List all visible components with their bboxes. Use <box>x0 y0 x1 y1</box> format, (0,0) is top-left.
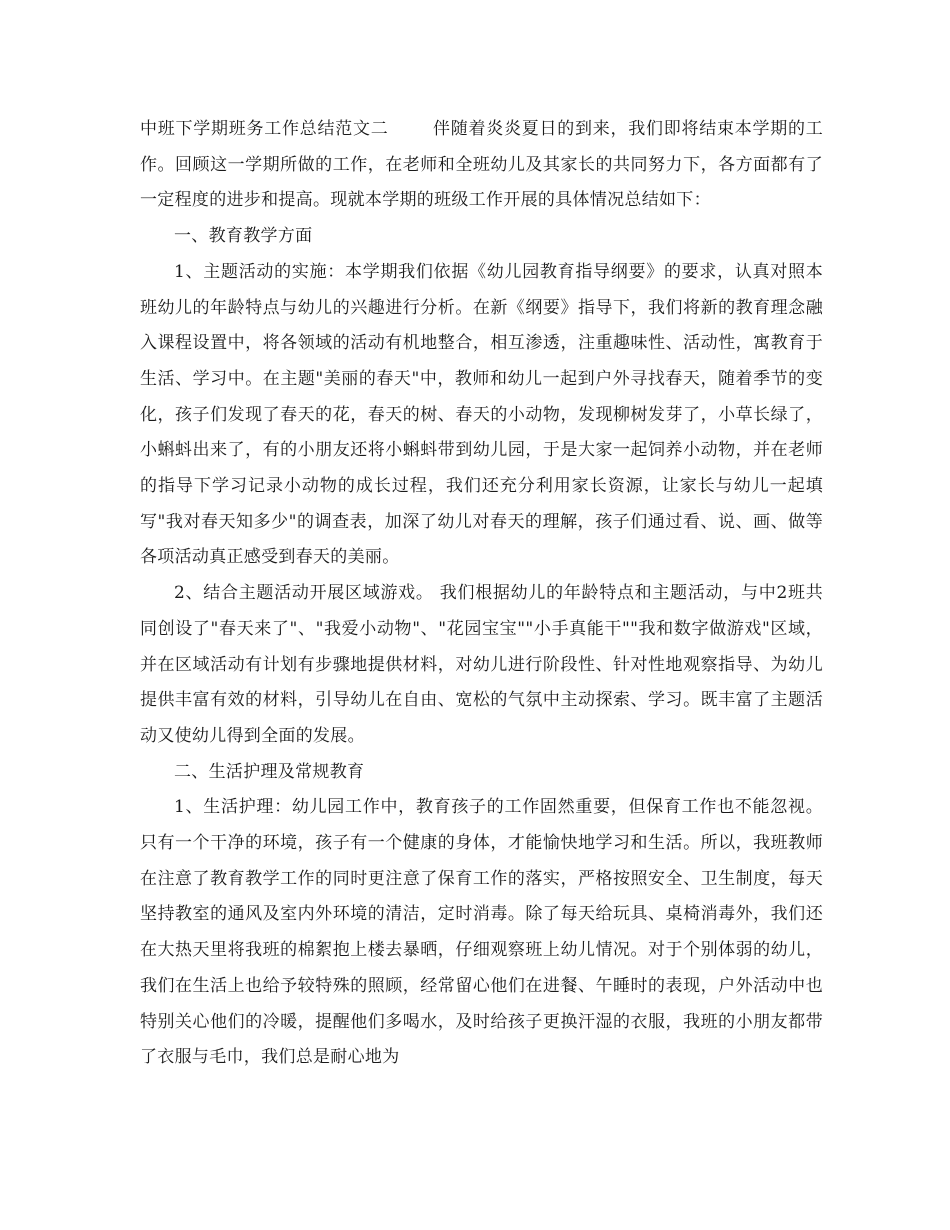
intro-paragraph <box>140 112 823 219</box>
intro-text: 伴随着炎炎夏日的到来，我们即将结束本学期的工作。回顾这一学期所做的工作，在老师和全班幼儿及其家长的共同努力下，各方面都有了一定程度的进步和提高。现就本学期的班级工作开展的具体情况总结如下： <box>140 119 823 211</box>
document-title: 中班下学期班务工作总结范文二 <box>140 119 389 139</box>
section-heading-life-care: 二、生活护理及常规教育 <box>174 761 365 782</box>
section-heading-teaching: 一、教育教学方面 <box>174 226 313 247</box>
paragraph-life-care: 1、生活护理：幼儿园工作中，教育孩子的工作固然重要，但保育工作也不能忽视。只有一个干净的环境，孩子有一个健康的身体，才能愉快地学习和生活。所以，我班教师在注意了教育教学工作的同时更注意了保育工作的落实，严格按照安全、卫生制度，每天坚持教室的通风及室内外环境的清洁，定时消毒。除了每天给玩具、桌椅消毒外，我们还在大热天里将我班的棉絮抱上楼去暴晒，仔细观察班上幼儿情况。对于个别体弱的幼儿，我们在生活上也给予较特殊的照顾，经常留心他们在进餐、午睡时的表现，户外活动中也特别关心他们的冷暖，提醒他们多喝水，及时给孩子更换汗湿的衣服，我班的小朋友都带了衣服与毛巾，我们总是耐心地为 <box>140 797 823 1068</box>
paragraph-area-games: 2、结合主题活动开展区域游戏。 我们根据幼儿的年龄特点和主题活动，与中2班共同创设了"春天来了"、"我爱小动物"、"花园宝宝""小手真能干""我和数字做游戏"区域，并在区域活动有计划有步骤地提供材料，对幼儿进行阶段性、针对性地观察指导、为幼儿提供丰富有效的材料，引导幼儿在自由、宽松的气氛中主动探索、学习。既丰富了主题活动又使幼儿得到全面的发展。 <box>140 583 823 746</box>
document-page <box>140 112 823 1076</box>
paragraph-theme-activity: 1、主题活动的实施：本学期我们依据《幼儿园教育指导纲要》的要求，认真对照本班幼儿的年龄特点与幼儿的兴趣进行分析。在新《纲要》指导下，我们将新的教育理念融入课程设置中，将各领域的活动有机地整合，相互渗透，注重趣味性、活动性，寓教育于生活、学习中。在主题"美丽的春天"中，教师和幼儿一起到户外寻找春天，随着季节的变化，孩子们发现了春天的花，春天的树、春天的小动物，发现柳树发芽了，小草长绿了，小蝌蚪出来了，有的小朋友还将小蝌蚪带到幼儿园，于是大家一起饲养小动物，并在老师的指导下学习记录小动物的成长过程，我们还充分利用家长资源，让家长与幼儿一起填写"我对春天知多少"的调查表，加深了幼儿对春天的理解，孩子们通过看、说、画、做等各项活动真正感受到春天的美丽。 <box>140 261 823 568</box>
